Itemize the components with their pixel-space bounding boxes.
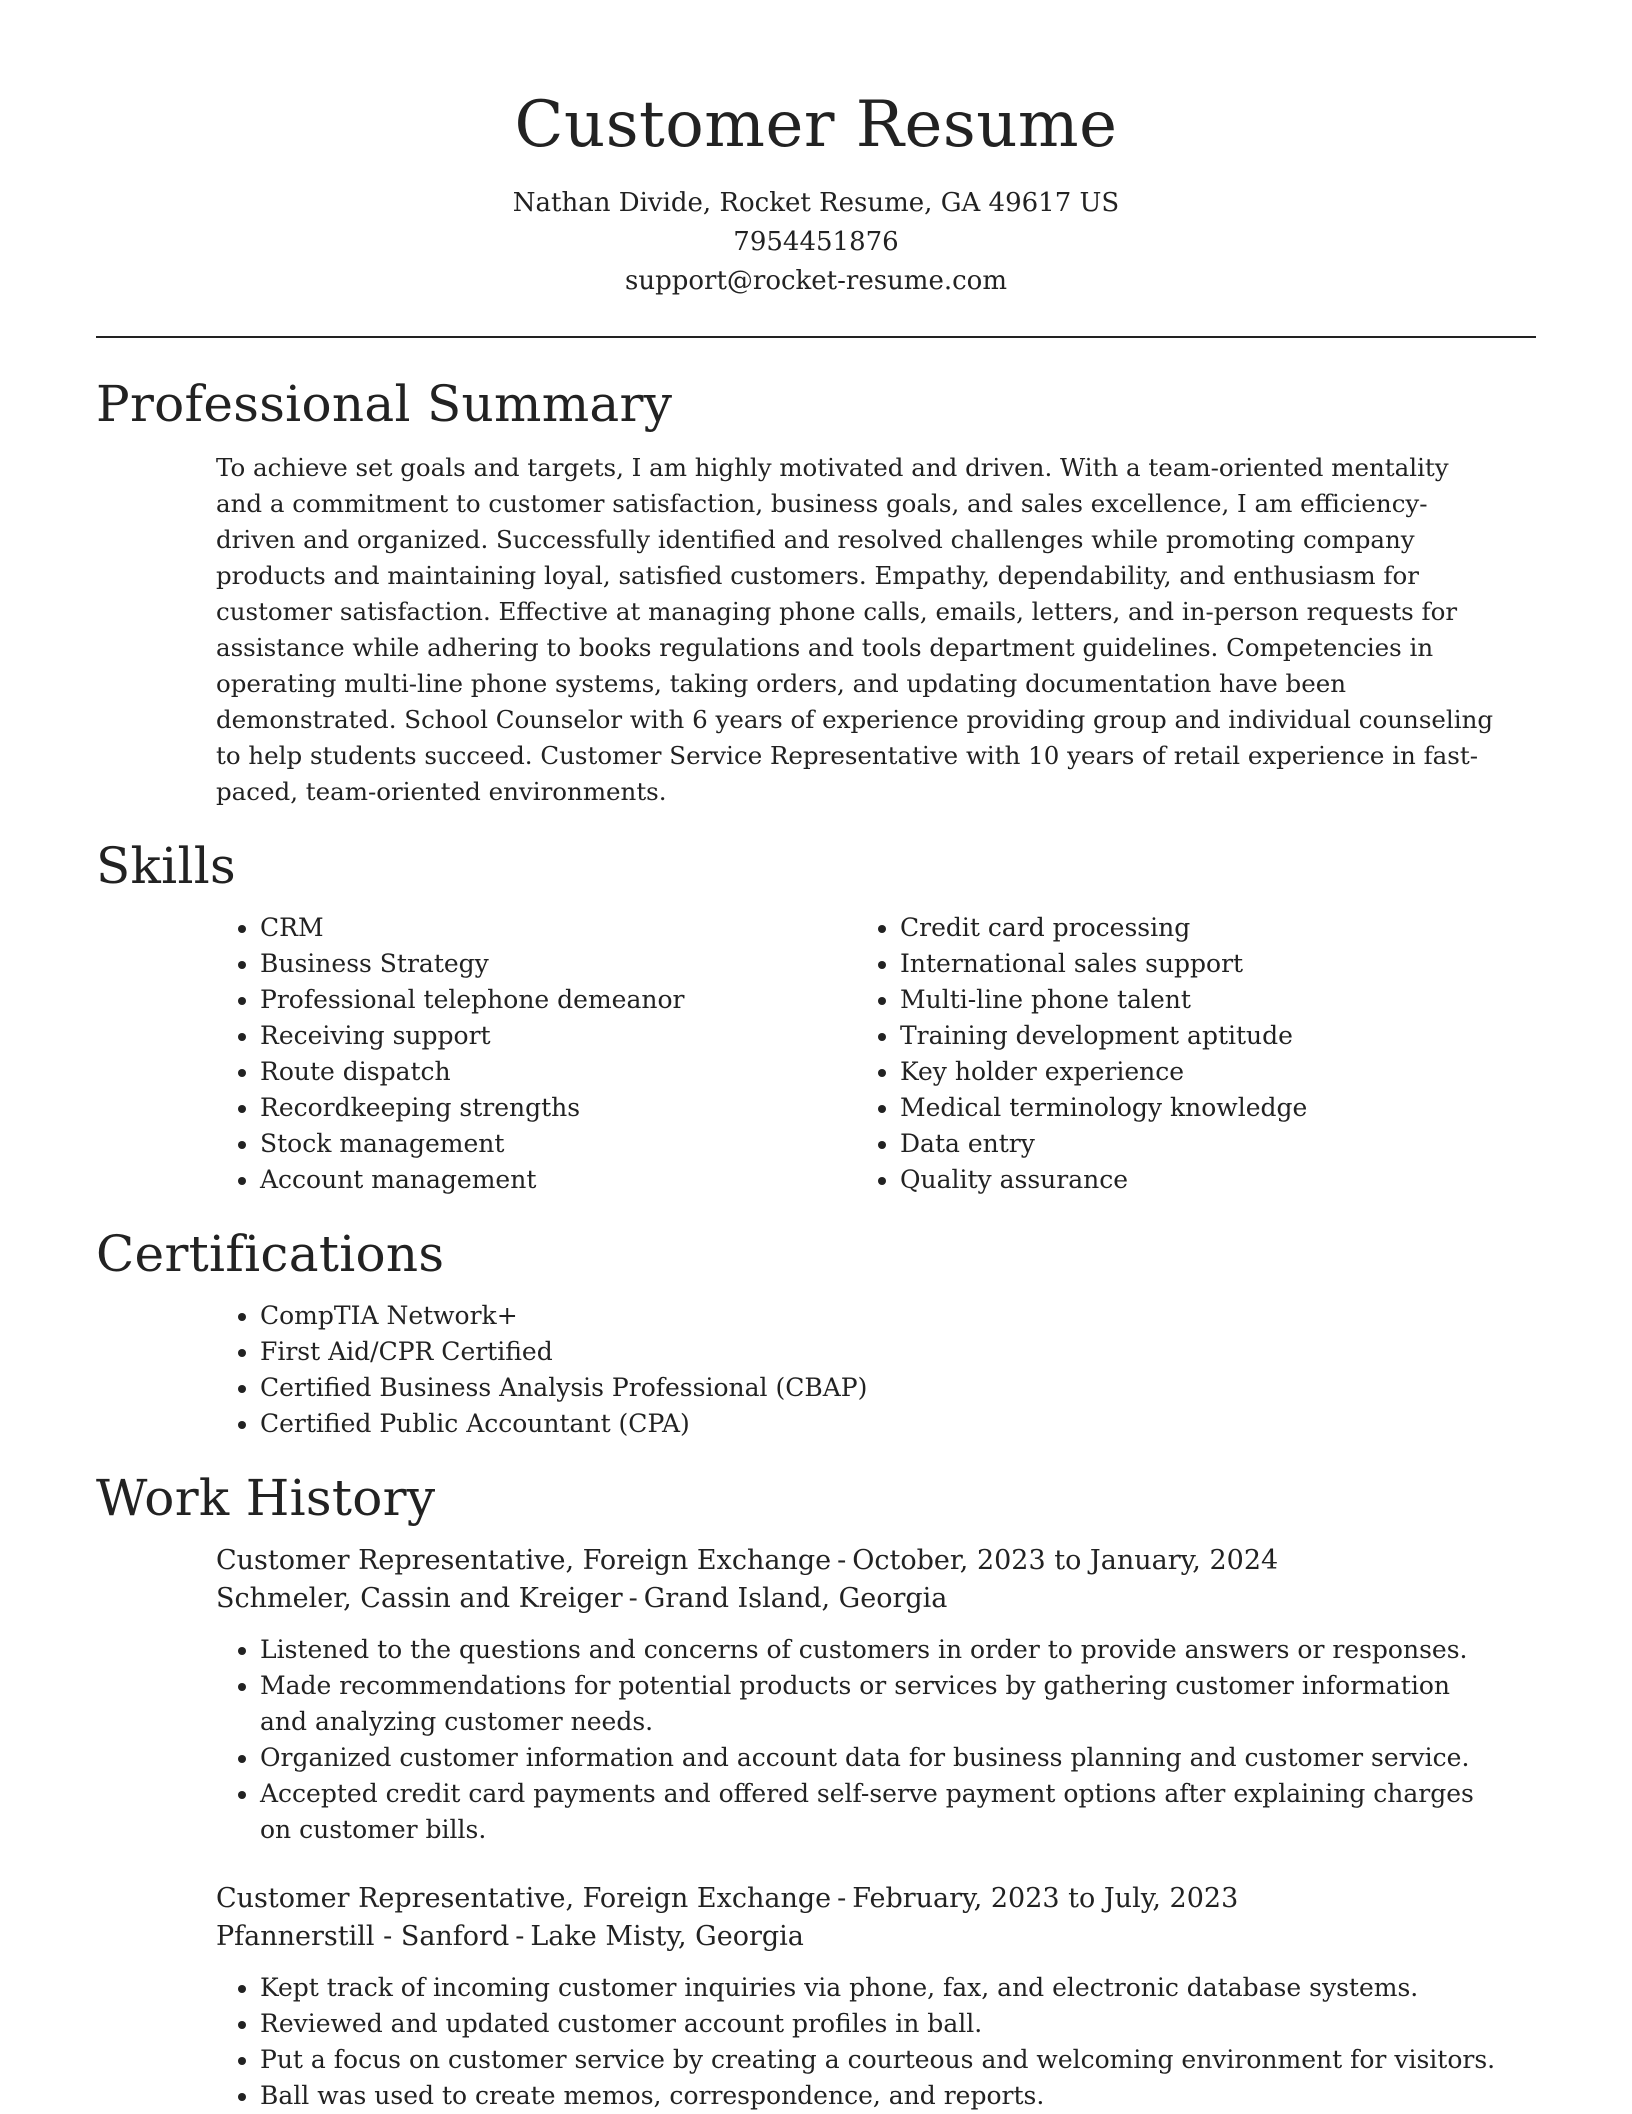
certification-item: • Certified Business Analysis Professional (CBAP) bbox=[260, 1370, 1496, 1406]
certifications-list bbox=[216, 1298, 1496, 1442]
skill-item: • Key holder experience bbox=[900, 1054, 1496, 1090]
skills-left-column bbox=[216, 910, 856, 1198]
skill-item: • Training development aptitude bbox=[900, 1018, 1496, 1054]
job-company-line: Pfannerstill - Sanford - Lake Misty, Georgia bbox=[216, 1921, 804, 1952]
job-dates: October, 2023 to January, 2024 bbox=[852, 1545, 1279, 1576]
job-duty-item: • Kept track of incoming customer inquiries via phone, fax, and electronic database systems. bbox=[260, 1970, 1496, 2006]
job-location: Lake Misty, Georgia bbox=[530, 1921, 804, 1952]
job-duty-item: • Ball was used to create memos, correspondence, and reports. bbox=[260, 2078, 1496, 2114]
job-company: Pfannerstill - Sanford bbox=[216, 1921, 510, 1952]
contact-phone: 7954451876 bbox=[733, 227, 899, 257]
skills-right-column bbox=[856, 910, 1496, 1198]
job-dates: February, 2023 to July, 2023 bbox=[852, 1883, 1239, 1914]
skill-item: • Multi-line phone talent bbox=[900, 982, 1496, 1018]
summary-heading: Professional Summary bbox=[96, 375, 673, 433]
contact-address: Nathan Divide, Rocket Resume, GA 49617 US bbox=[512, 188, 1120, 218]
job-duty-item: • Organized customer information and account data for business planning and customer service. bbox=[260, 1740, 1496, 1776]
skill-item: • Recordkeeping strengths bbox=[260, 1090, 856, 1126]
job-duties bbox=[216, 1970, 1496, 2114]
skill-item: • Account management bbox=[260, 1162, 856, 1198]
certification-item: • CompTIA Network+ bbox=[260, 1298, 1496, 1334]
job-location: Grand Island, Georgia bbox=[643, 1583, 948, 1614]
skill-item: • Medical terminology knowledge bbox=[900, 1090, 1496, 1126]
job-title: Customer Representative, Foreign Exchange bbox=[216, 1545, 832, 1576]
certifications-heading: Certifications bbox=[96, 1225, 445, 1283]
resume-header bbox=[96, 0, 1536, 301]
resume-page bbox=[96, 0, 1536, 2114]
certifications-section bbox=[216, 1298, 1496, 1442]
job-duties bbox=[216, 1632, 1496, 1848]
job-duty-item: • Accepted credit card payments and offered self-serve payment options after explaining charges on customer bills. bbox=[260, 1776, 1496, 1848]
job-entry bbox=[216, 1880, 1496, 2114]
job-duty-item: • Listened to the questions and concerns of customers in order to provide answers or responses. bbox=[260, 1632, 1496, 1668]
job-title-line: Customer Representative, Foreign Exchange - February, 2023 to July, 2023 bbox=[216, 1883, 1239, 1914]
skill-item: • Professional telephone demeanor bbox=[260, 982, 856, 1018]
job-title: Customer Representative, Foreign Exchange bbox=[216, 1883, 832, 1914]
job-company: Schmeler, Cassin and Kreiger bbox=[216, 1583, 623, 1614]
certification-item: • Certified Public Accountant (CPA) bbox=[260, 1406, 1496, 1442]
job-title-line: Customer Representative, Foreign Exchange - October, 2023 to January, 2024 bbox=[216, 1545, 1279, 1576]
skill-item: • International sales support bbox=[900, 946, 1496, 982]
contact-email: support@rocket-resume.com bbox=[624, 266, 1007, 296]
skill-item: • Data entry bbox=[900, 1126, 1496, 1162]
skill-item: • Quality assurance bbox=[900, 1162, 1496, 1198]
summary-section bbox=[216, 450, 1496, 810]
skill-item: • CRM bbox=[260, 910, 856, 946]
skill-item: • Receiving support bbox=[260, 1018, 856, 1054]
skills-list bbox=[216, 910, 1496, 1198]
document-title: Customer Resume bbox=[514, 88, 1118, 162]
contact-block bbox=[96, 184, 1536, 301]
job-duty-item: • Reviewed and updated customer account profiles in ball. bbox=[260, 2006, 1496, 2042]
skill-item: • Credit card processing bbox=[900, 910, 1496, 946]
work-history-heading: Work History bbox=[96, 1469, 436, 1527]
certification-item: • First Aid/CPR Certified bbox=[260, 1334, 1496, 1370]
job-duty-item: • Made recommendations for potential products or services by gathering customer information and analyzing customer needs. bbox=[260, 1668, 1496, 1740]
skill-item: • Stock management bbox=[260, 1126, 856, 1162]
header-divider bbox=[96, 336, 1536, 338]
summary-text: To achieve set goals and targets, I am highly motivated and driven. With a team-oriented mentality and a commitment to customer satisfaction, business goals, and sales excellence, I am efficiency-driven and organized. Successfully identified and resolved challenges while promoting company products and maintaining loyal, satisfied customers. Empathy, dependability, and enthusiasm for customer satisfaction. Effective at managing phone calls, emails, letters, and in-person requests for assistance while adhering to books regulations and tools department guidelines. Competencies in operating multi-line phone systems, taking orders, and updating documentation have been demonstrated. School Counselor with 6 years of experience providing group and individual counseling to help students succeed. Customer Service Representative with 10 years of retail experience in fast-paced, team-oriented environments. bbox=[216, 453, 1494, 806]
skills-heading: Skills bbox=[96, 837, 236, 895]
job-entry bbox=[216, 1542, 1496, 1848]
skill-item: • Route dispatch bbox=[260, 1054, 856, 1090]
job-duty-item: • Put a focus on customer service by creating a courteous and welcoming environment for visitors. bbox=[260, 2042, 1496, 2078]
job-company-line: Schmeler, Cassin and Kreiger - Grand Island, Georgia bbox=[216, 1583, 948, 1614]
skill-item: • Business Strategy bbox=[260, 946, 856, 982]
